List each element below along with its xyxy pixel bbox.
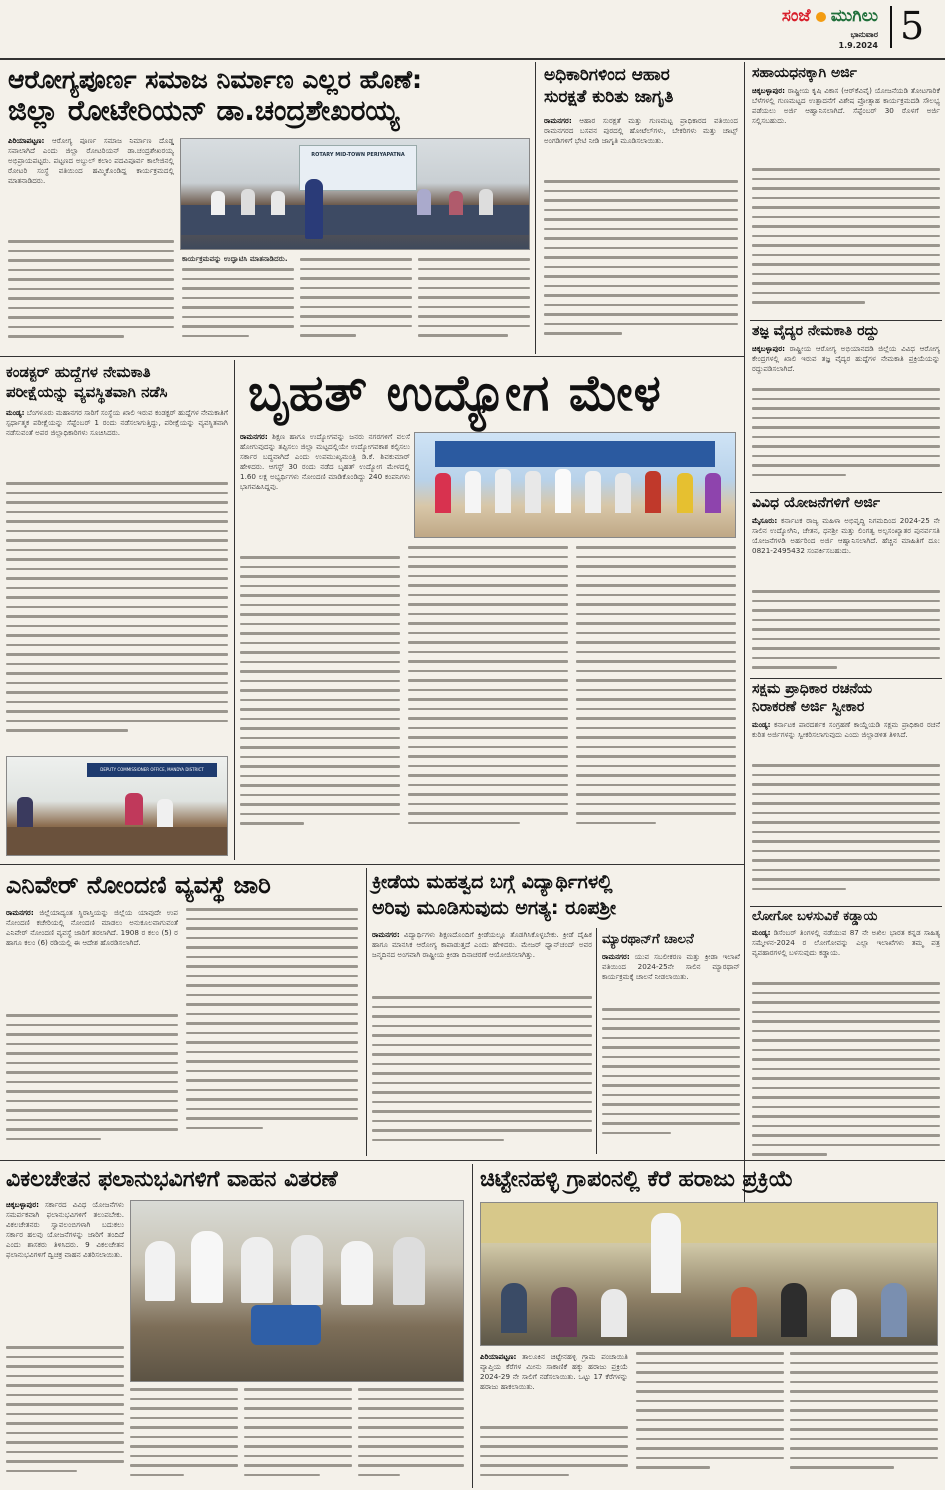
doctors-body-continued	[752, 388, 940, 488]
schemes-body	[752, 516, 940, 586]
masthead-rule	[0, 58, 945, 60]
logo-headline: ಲೋಗೋ ಬಳಸುವಿಕೆ ಕಡ್ಡಾಯ	[752, 909, 878, 924]
vehicle-column-4	[358, 1388, 464, 1484]
lake-body	[480, 1352, 628, 1422]
vehicle-column-3	[244, 1388, 352, 1484]
nvr-column-1	[6, 1014, 178, 1154]
conductor-banner	[87, 763, 217, 777]
conductor-photo	[6, 756, 228, 856]
food-safety-lead: ಆಹಾರ ಸುರಕ್ಷತೆ ಮತ್ತು ಗುಣಮಟ್ಟ ಪ್ರಾಧಿಕಾರದ ವತಿಯಿಂದ ರಾಮನಗರದ ಬಸವನ ಪುರದಲ್ಲಿ ಹೋಟೆಲ್‌ಗಳು, ಬೇಕರಿಗಳು ಮತ್ತು ಚಾಟ್ಸ್ ಅಂಗಡಿಗಳಿಗೆ ಭೇಟಿ ನೀಡಿ ಜಾಗೃತಿ ಮೂಡಿಸಲಾಯಿತು.	[544, 116, 738, 145]
nvr-column-2	[186, 908, 358, 1154]
schemes-headline: ವಿವಿಧ ಯೋಜನೆಗಳಿಗೆ ಅರ್ಜಿ	[752, 495, 881, 511]
sports-body-continued	[372, 996, 592, 1152]
masthead-date: 1.9.2024	[838, 41, 878, 50]
doctors-headline: ತಜ್ಞ ವೈದ್ಯರ ನೇಮಕಾತಿ ರದ್ದು	[752, 323, 880, 339]
committee-headline-2: ನಿರಾಕರಣೆ ಅರ್ಜಿ ಸ್ವೀಕಾರ	[752, 699, 865, 715]
conductor-body-continued	[6, 482, 228, 750]
masthead-divider	[890, 6, 892, 48]
sports-lead: ವಿದ್ಯಾರ್ಥಿಗಳು ಶಿಕ್ಷಣದೊಂದಿಗೆ ಕ್ರೀಡೆಯಲ್ಲೂ ತೊಡಗಿಸಿಕೊಳ್ಳಬೇಕು. ಕ್ರೀಡೆ ದೈಹಿಕ ಹಾಗೂ ಮಾನಸಿಕ ಆರೋಗ್ಯ ಕಾಪಾಡುತ್ತದೆ ಎಂದು ಹೇಳಿದರು. ಮೇಜರ್ ಧ್ಯಾನ್‌ಚಂದ್ ಅವರ ಜನ್ಮದಿನದ ಅಂಗವಾಗಿ ರಾಷ್ಟ್ರೀಯ ಕ್ರೀಡಾ ದಿನಾಚರಣೆ ಆಯೋಜಿಸಲಾಗಿತ್ತು.	[372, 930, 592, 959]
food-safety-headline-2: ಸುರಕ್ಷತೆ ಕುರಿತು ಜಾಗೃತಿ	[544, 87, 674, 107]
rotary-photo	[180, 138, 530, 250]
rotary-column-2	[182, 268, 294, 352]
job-fair-photo	[414, 432, 736, 538]
committee-body	[752, 720, 940, 760]
doctors-lead: ರಾಷ್ಟ್ರೀಯ ಆರೋಗ್ಯ ಅಭಿಯಾನದಡಿ ಜಿಲ್ಲೆಯ ವಿವಿಧ ಆರೋಗ್ಯ ಕೇಂದ್ರಗಳಲ್ಲಿ ಖಾಲಿ ಇರುವ ತಜ್ಞ ವೈದ್ಯರ ಹುದ್ದೆಗಳ ನೇಮಕಾತಿ ಪ್ರಕ್ರಿಯೆಯನ್ನು ರದ್ದುಪಡಿಸಲಾಗಿದೆ.	[752, 344, 940, 373]
right-column	[750, 62, 942, 1172]
sports-dateline: ರಾಮನಗರ:	[372, 930, 400, 939]
conductor-lead: ಬೆಂಗಳೂರು ಮಹಾನಗರ ಸಾರಿಗೆ ಸಂಸ್ಥೆಯ ಖಾಲಿ ಇರುವ ಕಂಡಕ್ಟರ್ ಹುದ್ದೆಗಳ ನೇಮಕಾತಿಗೆ ಸ್ಪರ್ಧಾತ್ಮಕ ಪರೀಕ್ಷೆಯನ್ನು ಸೆಪ್ಟೆಂಬರ್ 1 ರಂದು ನಡೆಸಲಾಗುತ್ತಿದ್ದು, ಪರೀಕ್ಷೆಯನ್ನು ವ್ಯವಸ್ಥಿತವಾಗಿ ನಡೆಸುವಂತೆ ಅಪರ ಜಿಲ್ಲಾಧಿಕಾರಿಗಳು ಸೂಚಿಸಿದರು.	[6, 408, 228, 437]
conductor-banner-text: DEPUTY COMMISSIONER OFFICE, MANDYA DISTRICT	[100, 767, 204, 772]
nvr-headline: ಎನಿವೇರ್ ನೋಂದಣಿ ವ್ಯವಸ್ಥೆ ಜಾರಿ	[6, 871, 271, 899]
rotary-headline-1: ಆರೋಗ್ಯಪೂರ್ಣ ಸಮಾಜ ನಿರ್ಮಾಣ ಎಲ್ಲರ ಹೊಣೆ:	[8, 65, 423, 94]
sports-headline-2: ಅರಿವು ಮೂಡಿಸುವುದು ಅಗತ್ಯ: ರೂಪಶ್ರೀ	[372, 897, 617, 919]
rotary-lead: ಆರೋಗ್ಯ ಪೂರ್ಣ ಸಮಾಜ ನಿರ್ಮಾಣ ದೊಡ್ಡ ಸವಾಲಾಗಿದೆ ಎಂದು ಜಿಲ್ಲಾ ರೋಟರಿಯನ್ ಡಾ.ಚಂದ್ರಶೇಖರಯ್ಯ ಅಭಿಪ್ರಾಯಪಟ್ಟರು. ಪಟ್ಟಣದ ಅಬ್ದುಲ್ ಕಲಾಂ ಪದವಿಪೂರ್ವ ಕಾಲೇಜಿನಲ್ಲಿ ರೋಟರಿ ಸಂಸ್ಥೆ ವತಿಯಿಂದ ಹಮ್ಮಿಕೊಂಡಿದ್ದ ಕಾರ್ಯಕ್ರಮದಲ್ಲಿ ಮಾತನಾಡಿದರು.	[8, 136, 174, 185]
nvr-lead: ಜಿಲ್ಲೆಯಾದ್ಯಂತ ಸ್ಥಿರಾಸ್ತಿಯನ್ನು ಜಿಲ್ಲೆಯ ಯಾವುದೇ ಉಪ ನೋಂದಣಿ ಕಚೇರಿಯಲ್ಲಿ ನೋಂದಣಿ ಮಾಡಲು ಅನುಕೂಲವಾಗುವಂತೆ ಎನಿವೇರ್ ನೋಂದಣಿ ವ್ಯವಸ್ಥೆ ಜಾರಿಗೆ ತರಲಾಗಿದೆ. 1908 ರ ಕಲಂ (5) ರ ಹಾಗೂ ಕಲಂ (6) ರಡಿಯಲ್ಲಿ ಈ ಆದೇಶ ಹೊರಡಿಸಲಾಗಿದೆ.	[6, 908, 178, 947]
job-fair-article	[238, 360, 740, 860]
vehicle-body	[6, 1200, 124, 1340]
committee-lead: ಕರ್ನಾಟಕ ಪಾರದರ್ಶಕ ಸಂಗ್ರಹಣೆ ಕಾಯ್ದೆಯಡಿ ಸಕ್ಷಮ ಪ್ರಾಧಿಕಾರ ರಚನೆ ಕುರಿತ ಅರ್ಜಿಗಳನ್ನು ಸ್ವೀಕರಿಸಲಾಗುವುದು ಎಂದು ಜಿಲ್ಲಾಡಳಿತ ತಿಳಿಸಿದೆ.	[752, 720, 940, 739]
masthead-title-part1: ಸಂಜೆ	[781, 6, 811, 26]
sun-icon	[816, 12, 826, 22]
rotary-headline-2: ಜಿಲ್ಲಾ ರೋಟೇರಿಯನ್ ಡಾ.ಚಂದ್ರಶೇಖರಯ್ಯ	[8, 94, 400, 127]
page-number: 5	[900, 4, 925, 48]
vehicle-column-1	[6, 1346, 124, 1484]
lake-dateline: ಪಿರಿಯಾಪಟ್ಟಣ:	[480, 1352, 517, 1361]
vehicle-dateline: ಚಿಕ್ಕಬಳ್ಳಾಪುರ:	[6, 1200, 40, 1209]
food-safety-headline-1: ಅಧಿಕಾರಿಗಳಿಂದ ಆಹಾರ	[544, 65, 670, 85]
food-safety-article	[540, 62, 740, 354]
job-fair-headline: ಬೃಹತ್ ಉದ್ಯೋಗ ಮೇಳ	[248, 364, 662, 422]
vehicle-column-2	[130, 1388, 238, 1484]
loan-lead: ರಾಷ್ಟ್ರೀಯ ಕೃಷಿ ವಿಕಾಸ (ಆರ್‌ಕೆವಿವೈ) ಯೋಜನೆಯಡಿ ತೋಟಗಾರಿಕೆ ಬೆಳೆಗಳಲ್ಲಿ ಗುಣಮಟ್ಟದ ಉತ್ಪಾದನೆಗೆ ವಿಶೇಷ ಪ್ರೋತ್ಸಾಹ ಕಾರ್ಯಕ್ರಮದಡಿ ಸೌಲಭ್ಯ ಪಡೆಯಲು ಅರ್ಜಿ ಆಹ್ವಾನಿಸಲಾಗಿದೆ. ಸೆಪ್ಟೆಂಬರ್ 30 ರೊಳಗೆ ಅರ್ಜಿ ಸಲ್ಲಿಸಬಹುದು.	[752, 86, 940, 125]
committee-dateline: ಮಂಡ್ಯ:	[752, 720, 771, 729]
loan-body-continued	[752, 168, 940, 318]
marathon-body	[602, 952, 740, 1002]
lake-column-2	[636, 1352, 784, 1484]
lake-photo	[480, 1202, 938, 1346]
nvr-dateline: ರಾಮನಗರ:	[6, 908, 34, 917]
conductor-headline-2: ಪರೀಕ್ಷೆಯನ್ನು ವ್ಯವಸ್ಥಿತವಾಗಿ ನಡೆಸಿ	[6, 383, 168, 401]
sports-article	[370, 868, 742, 1156]
food-safety-body-continued	[544, 180, 738, 350]
food-safety-dateline: ರಾಮನಗರ:	[544, 116, 572, 125]
conductor-body	[6, 408, 228, 478]
logo-lead: ಡಿಸೆಂಬರ್ ತಿಂಗಳಲ್ಲಿ ನಡೆಯುವ 87 ನೇ ಅಖಿಲ ಭಾರತ ಕನ್ನಡ ಸಾಹಿತ್ಯ ಸಮ್ಮೇಳನ-2024 ರ ಲೋಗೋವನ್ನು ಎಲ್ಲಾ ಇಲಾಖೆಗಳು ತಮ್ಮ ಪತ್ರ ವ್ಯವಹಾರಗಳಲ್ಲಿ ಬಳಸುವುದು ಕಡ್ಡಾಯ.	[752, 928, 940, 957]
masthead-day: ಭಾನುವಾರ	[850, 30, 878, 39]
job-fair-column-2	[408, 546, 568, 856]
marathon-body-continued	[602, 1008, 740, 1152]
logo-body-continued	[752, 982, 940, 1172]
rotary-column-4	[418, 258, 530, 352]
doctors-dateline: ಚಿಕ್ಕಬಳ್ಳಾಪುರ:	[752, 344, 786, 353]
rotary-dateline: ಪಿರಿಯಾಪಟ್ಟಣ:	[8, 136, 45, 145]
job-fair-lead: ಶಿಕ್ಷಣ ಹಾಗೂ ಉದ್ಯೋಗವನ್ನು ಜನರು ನಗರಗಳಿಗೆ ವಲಸೆ ಹೋಗುವುದನ್ನು ತಪ್ಪಿಸಲು ಜಿಲ್ಲಾ ಮಟ್ಟದಲ್ಲಿಯೇ ಉದ್ಯೋಗವಕಾಶ ಕಲ್ಪಿಸಲು ಸರ್ಕಾರ ಬದ್ಧವಾಗಿದೆ ಎಂದು ಉಪಮುಖ್ಯಮಂತ್ರಿ ಡಿ.ಕೆ. ಶಿವಕುಮಾರ್ ಹೇಳಿದರು. ಆಗಸ್ಟ್ 30 ರಂದು ನಡೆದ ಬೃಹತ್ ಉದ್ಯೋಗ ಮೇಳದಲ್ಲಿ 1.60 ಲಕ್ಷ ಅಭ್ಯರ್ಥಿಗಳು ನೋಂದಣಿ ಮಾಡಿಕೊಂಡಿದ್ದು 240 ಕಂಪನಿಗಳು ಭಾಗವಹಿಸಿದ್ದವು.	[240, 432, 410, 491]
committee-body-continued	[752, 764, 940, 906]
masthead-title-part2: ಮುಗಿಲು	[830, 6, 878, 26]
rotary-article	[2, 62, 532, 354]
committee-headline-1: ಸಕ್ಷಮ ಪ್ರಾಧಿಕಾರ ರಚನೆಯ	[752, 681, 873, 697]
rotary-banner-text: ROTARY MID-TOWN PERIYAPATNA	[311, 152, 405, 158]
loan-dateline: ಚಿಕ್ಕಬಳ್ಳಾಪುರ:	[752, 86, 786, 95]
food-safety-body	[544, 116, 738, 176]
loan-headline: ಸಹಾಯಧನಕ್ಕಾಗಿ ಅರ್ಜಿ	[752, 65, 857, 81]
schemes-dateline: ಮೈಸೂರು:	[752, 516, 778, 525]
job-fair-dateline: ರಾಮನಗರ:	[240, 432, 268, 441]
job-fair-column-3	[576, 546, 736, 856]
lake-column-3	[790, 1352, 938, 1484]
lake-lead: ತಾಲೂಕಿನ ಚಿಟ್ಟೇನಹಳ್ಳಿ ಗ್ರಾಮ ಪಂಚಾಯಿತಿ ವ್ಯಾಪ್ತಿಯ ಕೆರೆಗಳ ಮೀನು ಸಾಕಾಣಿಕೆ ಹಕ್ಕು ಹರಾಜು ಪ್ರಕ್ರಿಯೆ 2024-29 ನೇ ಸಾಲಿಗೆ ನಡೆಸಲಾಯಿತು. ಒಟ್ಟು 17 ಕೆರೆಗಳನ್ನು ಹರಾಜು ಹಾಕಲಾಯಿತು.	[480, 1352, 628, 1391]
rotary-table	[181, 205, 530, 235]
vehicle-article	[2, 1164, 468, 1488]
masthead-logo	[728, 6, 878, 28]
schemes-lead: ಕರ್ನಾಟಕ ರಾಜ್ಯ ಮಹಿಳಾ ಅಭಿವೃದ್ಧಿ ನಿಗಮದಿಂದ 2024-25 ನೇ ಸಾಲಿನ ಉದ್ಯೋಗಿನಿ, ಚೇತನ, ಧನಶ್ರೀ ಮತ್ತು ಲಿಂಗತ್ವ ಅಲ್ಪಸಂಖ್ಯಾತರ ಪುನರ್ವಸತಿ ಯೋಜನೆಗಳಡಿ ಅರ್ಹರಿಂದ ಅರ್ಜಿ ಆಹ್ವಾನಿಸಲಾಗಿದೆ. ಹೆಚ್ಚಿನ ಮಾಹಿತಿಗೆ ದೂ: 0821-2495432 ಸಂಪರ್ಕಿಸಬಹುದು.	[752, 516, 940, 555]
loan-body	[752, 86, 940, 166]
rotary-speaker	[305, 179, 323, 239]
conductor-dateline: ಮಂಡ್ಯ:	[6, 408, 25, 417]
logo-body	[752, 928, 940, 978]
marathon-dateline: ರಾಮನಗರ:	[602, 952, 630, 961]
rotary-body-continued	[8, 240, 174, 352]
nvr-article	[2, 868, 362, 1156]
job-fair-column-1	[240, 556, 400, 856]
conductor-article	[2, 360, 230, 860]
vehicle-lead: ಸರ್ಕಾರದ ವಿವಿಧ ಯೋಜನೆಗಳು ಸಮರ್ಪಕವಾಗಿ ಫಲಾನುಭವಿಗಳಿಗೆ ತಲುಪಬೇಕು. ವಿಕಲಚೇತನರು ಸ್ವಾವಲಂಬಿಗಳಾಗಿ ಬದುಕಲು ಸರ್ಕಾರ ಹಲವು ಯೋಜನೆಗಳನ್ನು ಜಾರಿಗೆ ತಂದಿದೆ ಎಂದು ಶಾಸಕರು ತಿಳಿಸಿದರು. 9 ವಿಕಲಚೇತನ ಫಲಾನುಭವಿಗಳಿಗೆ ದ್ವಿಚಕ್ರ ವಾಹನ ವಿತರಿಸಲಾಯಿತು.	[6, 1200, 124, 1259]
vehicle-headline: ವಿಕಲಚೇತನ ಫಲಾನುಭವಿಗಳಿಗೆ ವಾಹನ ವಿತರಣೆ	[6, 1167, 338, 1192]
doctors-body	[752, 344, 940, 384]
marathon-headline: ಮ್ಯಾರಥಾನ್‌ಗೆ ಚಾಲನೆ	[602, 932, 694, 947]
conductor-headline-1: ಕಂಡಕ್ಟರ್ ಹುದ್ದೆಗಳ ನೇಮಕಾತಿ	[6, 363, 151, 381]
rotary-caption: ಕಾರ್ಯಕ್ರಮವನ್ನು ಉದ್ಘಾಟಿಸಿ ಮಾತನಾಡಿದರು.	[182, 254, 288, 263]
sports-body	[372, 930, 592, 990]
schemes-body-continued	[752, 590, 940, 678]
nvr-body	[6, 908, 178, 1008]
marathon-lead: ಯುವ ಸಬಲೀಕರಣ ಮತ್ತು ಕ್ರೀಡಾ ಇಲಾಖೆ ವತಿಯಿಂದ 2024-25ನೇ ಸಾಲಿನ ಮ್ಯಾರಥಾನ್ ಕಾರ್ಯಕ್ರಮಕ್ಕೆ ಚಾಲನೆ ನೀಡಲಾಯಿತು.	[602, 952, 740, 981]
sports-headline-1: ಕ್ರೀಡೆಯ ಮಹತ್ವದ ಬಗ್ಗೆ ವಿದ್ಯಾರ್ಥಿಗಳಲ್ಲಿ	[372, 871, 613, 893]
logo-dateline: ಮಂಡ್ಯ:	[752, 928, 771, 937]
lake-article	[476, 1164, 942, 1488]
lake-headline: ಚಿಟ್ಟೇನಹಳ್ಳಿ ಗ್ರಾಪಂನಲ್ಲಿ ಕೆರೆ ಹರಾಜು ಪ್ರಕ್ರಿಯೆ	[480, 1167, 794, 1192]
rotary-column-3	[300, 258, 412, 352]
job-fair-body	[240, 432, 410, 552]
masthead	[728, 4, 940, 54]
vehicle-photo	[130, 1200, 464, 1382]
lake-column-1	[480, 1426, 628, 1484]
